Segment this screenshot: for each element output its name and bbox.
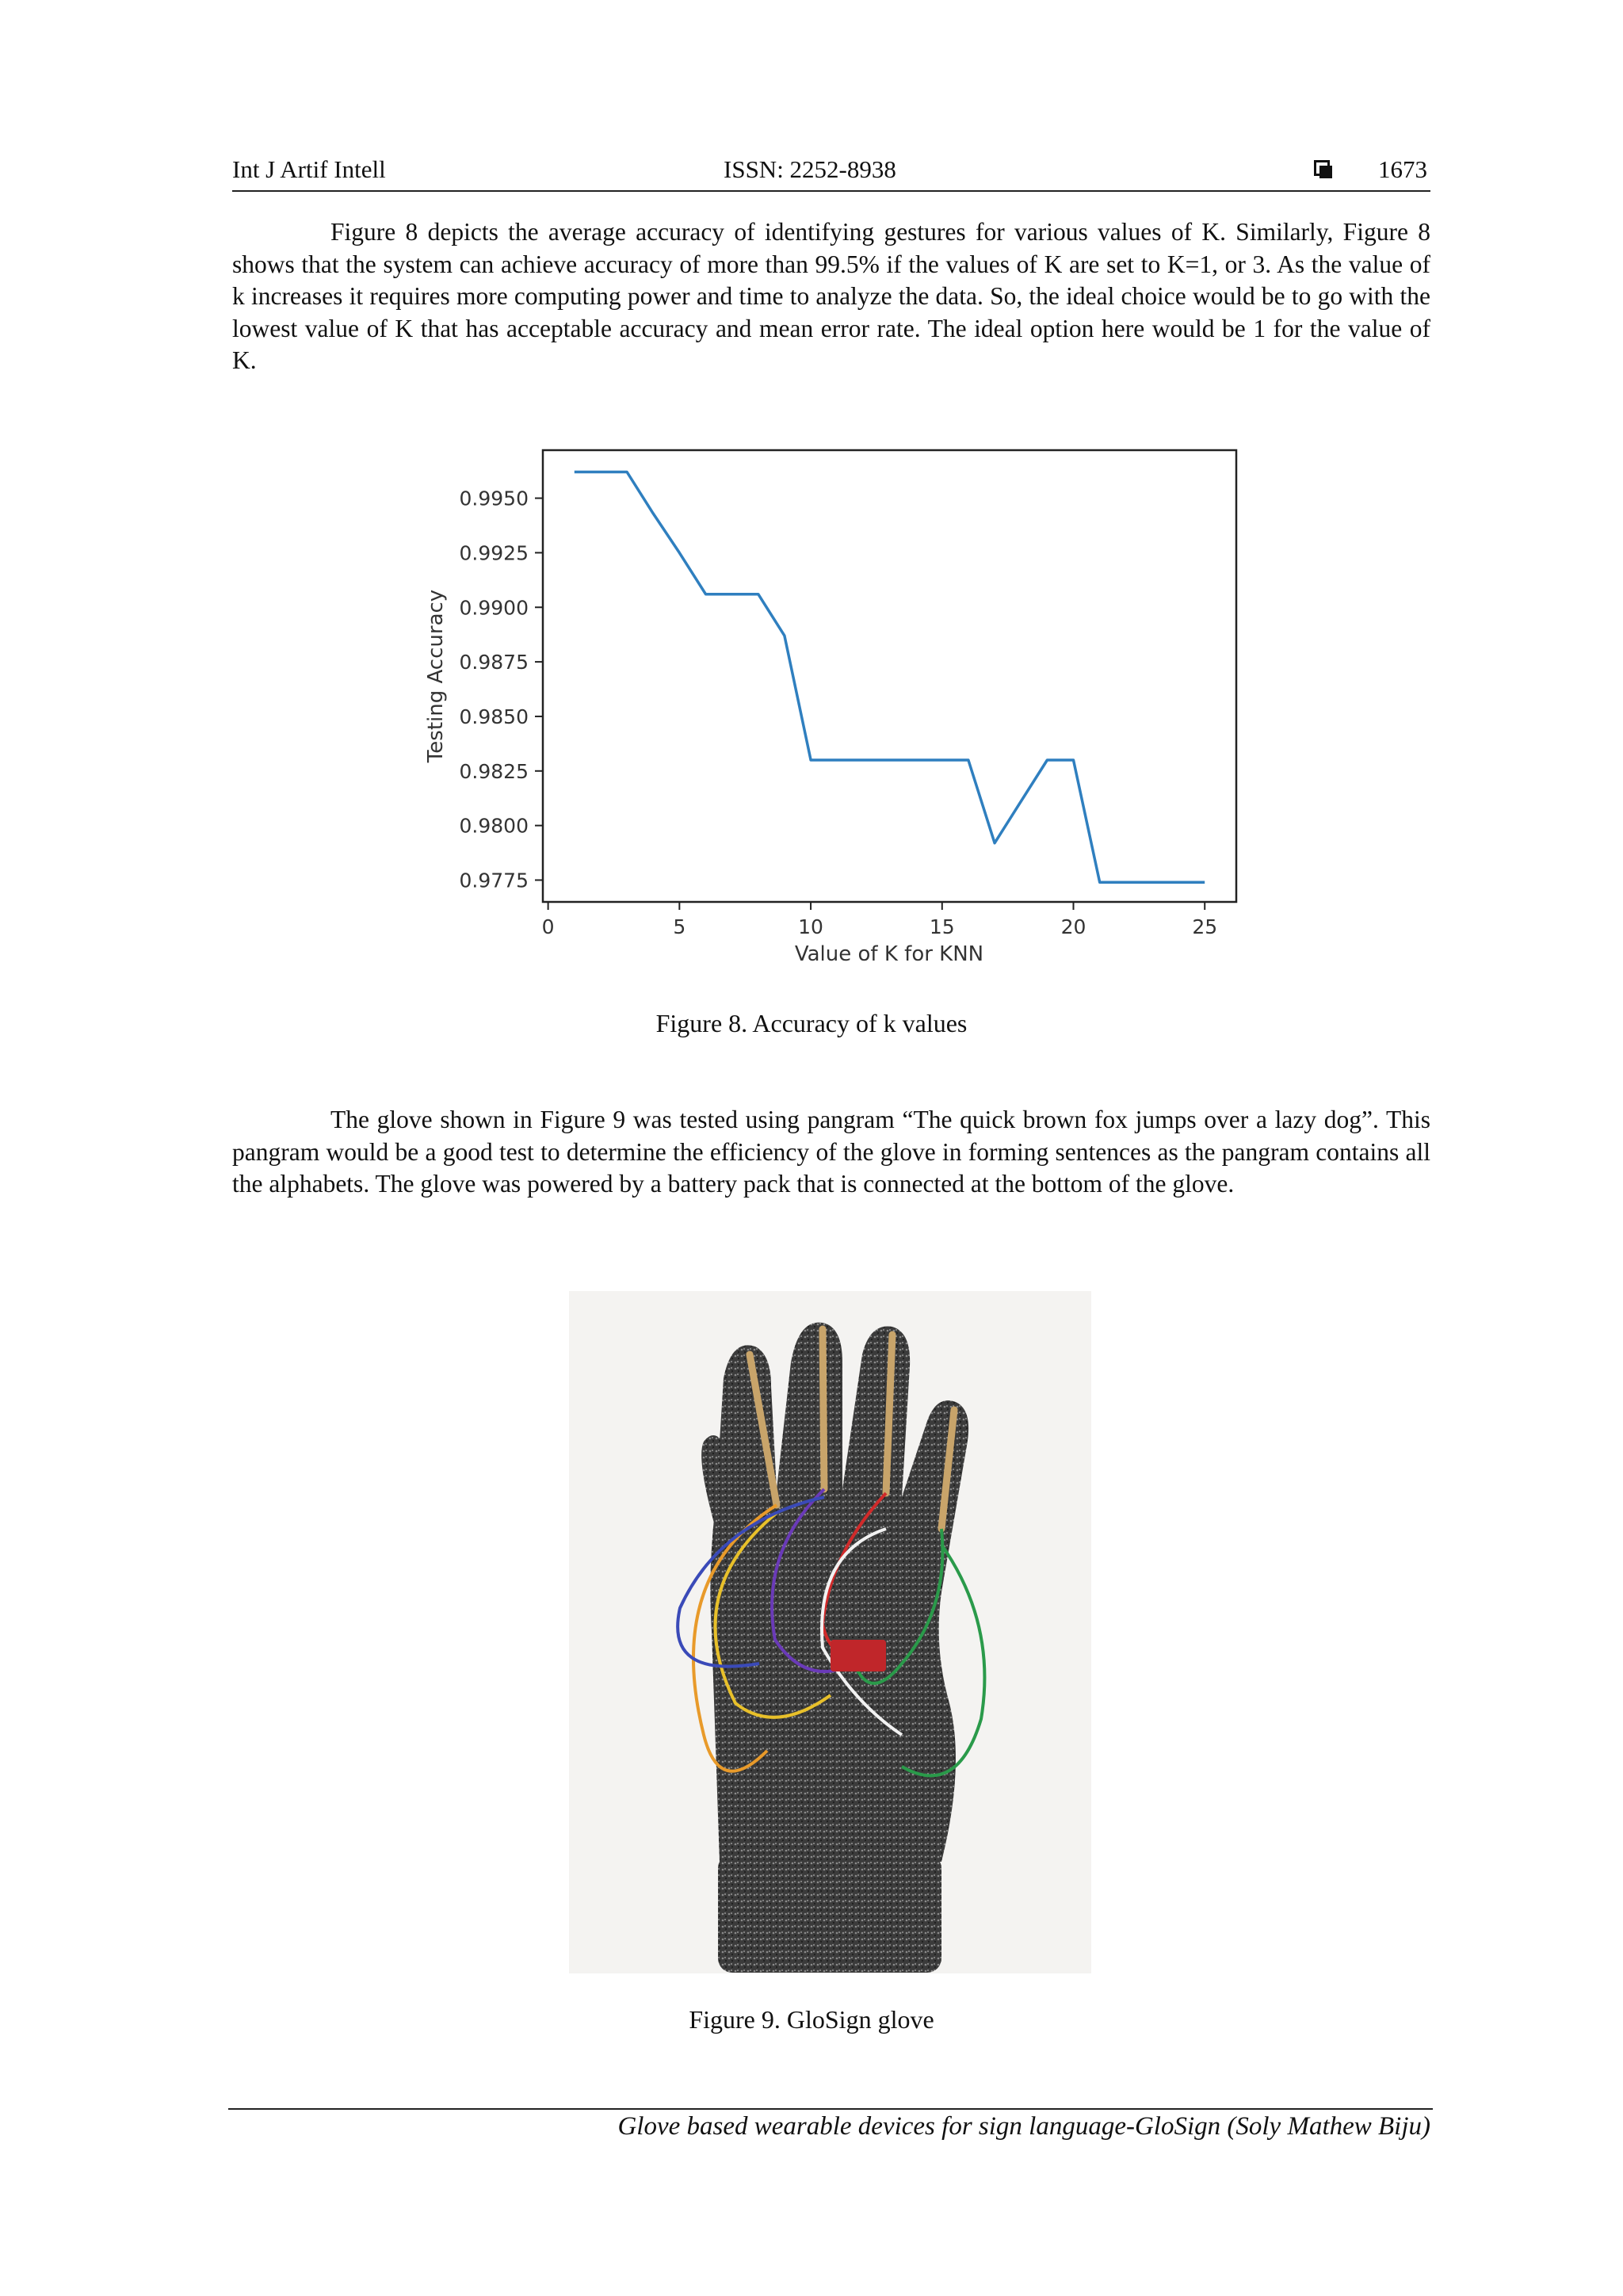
running-header	[232, 155, 1430, 192]
x-tick-label: 5	[673, 915, 686, 938]
x-tick-label: 20	[1060, 915, 1086, 938]
y-tick-label: 0.9925	[459, 541, 529, 565]
circuit-board	[831, 1640, 886, 1671]
running-footer: Glove based wearable devices for sign language-GloSign (Soly Mathew Biju)	[617, 2112, 1430, 2141]
page-number: 1673	[1378, 155, 1427, 183]
y-axis-label: Testing Accuracy	[424, 589, 448, 763]
plot-frame	[543, 450, 1236, 902]
accuracy-line-chart	[412, 440, 1244, 979]
journal-name: Int J Artif Intell	[232, 155, 386, 183]
y-tick-label: 0.9825	[459, 759, 529, 783]
y-tick-label: 0.9800	[459, 814, 529, 838]
y-tick-label: 0.9875	[459, 651, 529, 674]
paragraph-figure9-discussion: The glove shown in Figure 9 was tested using pangram “The quick brown fox jumps over a lazy dog”. This pangram would be a good test to determine the efficiency of the glove in forming sentences as the pangram contains all the alphabets. The glove was powered by a battery pack that is connected at the bottom of the glove.	[232, 1106, 1430, 1198]
x-tick-label: 25	[1192, 915, 1218, 938]
x-tick-label: 0	[541, 915, 555, 938]
x-tick-label: 15	[929, 915, 955, 938]
x-tick-label: 10	[798, 915, 823, 938]
figure9-caption: Figure 9. GloSign glove	[689, 2005, 934, 2034]
footer-rule	[228, 2108, 1433, 2110]
glove-photo	[569, 1291, 1091, 1973]
y-axis-ticks	[460, 487, 543, 892]
issn: ISSN: 2252-8938	[724, 155, 896, 183]
x-axis-ticks	[542, 902, 1217, 938]
y-tick-label: 0.9950	[459, 487, 529, 510]
x-axis-label: Value of K for KNN	[794, 942, 984, 966]
y-tick-label: 0.9900	[459, 596, 529, 620]
page-marker-icon	[1314, 160, 1330, 176]
paragraph-figure8-discussion: Figure 8 depicts the average accuracy of identifying gestures for various values of K. Similarly, Figure 8 shows that the system can achieve accuracy of more than 99.5% if the values of K are set to K=1, or 3. As the value of k increases it requires more computing power and time to analyze the data. So, the ideal choice would be to go with the lowest value of K that has acceptable accuracy and mean error rate. The ideal option here would be 1 for the value of K.	[232, 218, 1430, 374]
figure8-caption: Figure 8. Accuracy of k values	[655, 1009, 968, 1037]
y-tick-label: 0.9850	[459, 705, 529, 728]
accuracy-series-line	[575, 472, 1205, 883]
y-tick-label: 0.9775	[459, 869, 529, 892]
